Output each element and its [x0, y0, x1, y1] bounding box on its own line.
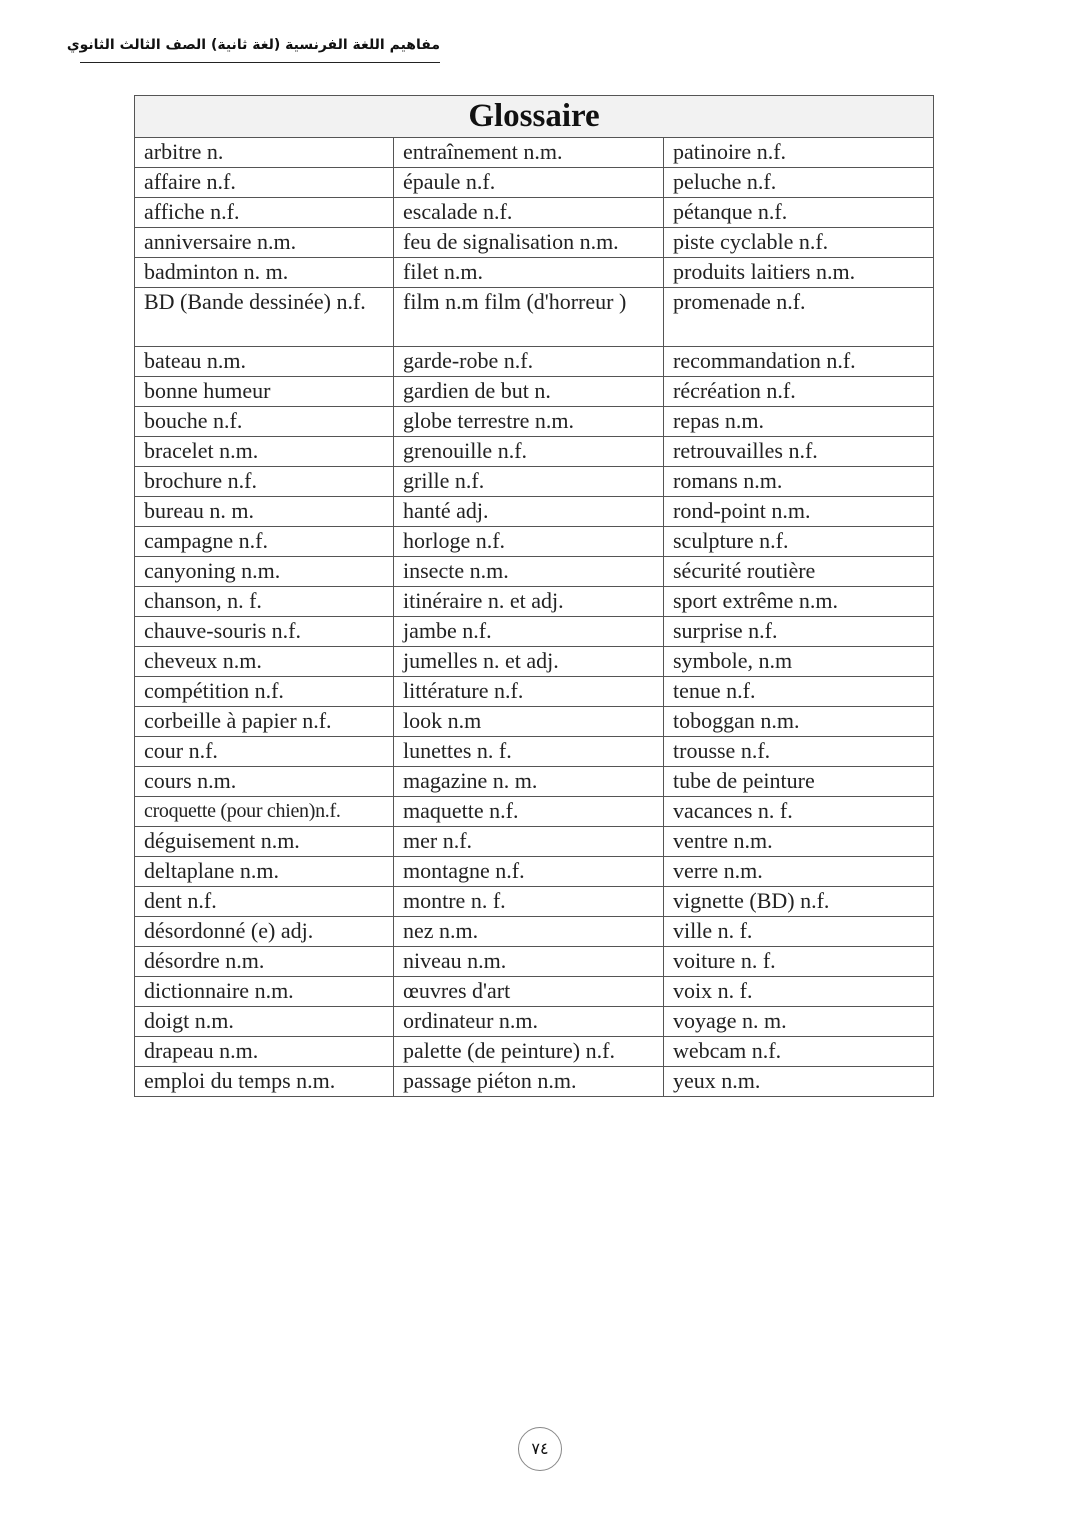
glossary-term: magazine n. m. — [394, 767, 664, 797]
glossary-row — [135, 527, 934, 557]
glossary-term: yeux n.m. — [664, 1067, 934, 1097]
glossary-term: trousse n.f. — [664, 737, 934, 767]
glossary-term: mer n.f. — [394, 827, 664, 857]
glossary-row — [135, 587, 934, 617]
glossary-term: anniversaire n.m. — [135, 228, 394, 258]
glossary-row — [135, 258, 934, 288]
glossary-term: chauve-souris n.f. — [135, 617, 394, 647]
glossary-term: nez n.m. — [394, 917, 664, 947]
glossary-table — [134, 95, 934, 1097]
glossary-term: deltaplane n.m. — [135, 857, 394, 887]
glossary-term: jumelles n. et adj. — [394, 647, 664, 677]
glossary-term: surprise n.f. — [664, 617, 934, 647]
glossary-term: sécurité routière — [664, 557, 934, 587]
glossary-row — [135, 497, 934, 527]
glossary-row — [135, 288, 934, 347]
glossary-term: ordinateur n.m. — [394, 1007, 664, 1037]
glossary-term: repas n.m. — [664, 407, 934, 437]
glossary-term: arbitre n. — [135, 138, 394, 168]
glossary-term: badminton n. m. — [135, 258, 394, 288]
glossary-term: grenouille n.f. — [394, 437, 664, 467]
page-header-title: مفاهيم اللغة الفرنسية (لغة ثانية) الصف الثالث الثانوي — [80, 30, 440, 63]
glossary-row — [135, 857, 934, 887]
glossary-term: vacances n. f. — [664, 797, 934, 827]
glossary-term: vignette (BD) n.f. — [664, 887, 934, 917]
glossary-term: brochure n.f. — [135, 467, 394, 497]
glossary-term: hanté adj. — [394, 497, 664, 527]
glossary-title-row — [135, 96, 934, 138]
glossary-term: corbeille à papier n.f. — [135, 707, 394, 737]
glossary-term: affiche n.f. — [135, 198, 394, 228]
glossary-term: bouche n.f. — [135, 407, 394, 437]
glossary-term: patinoire n.f. — [664, 138, 934, 168]
glossary-term: palette (de peinture) n.f. — [394, 1037, 664, 1067]
glossary-term: littérature n.f. — [394, 677, 664, 707]
glossary-term: désordre n.m. — [135, 947, 394, 977]
glossary-term: symbole, n.m — [664, 647, 934, 677]
glossary-term: piste cyclable n.f. — [664, 228, 934, 258]
glossary-term: recommandation n.f. — [664, 347, 934, 377]
glossary-row — [135, 557, 934, 587]
glossary-title: Glossaire — [135, 96, 934, 138]
glossary-row — [135, 797, 934, 827]
glossary-term: ville n. f. — [664, 917, 934, 947]
glossary-term: maquette n.f. — [394, 797, 664, 827]
glossary-row — [135, 917, 934, 947]
glossary-row — [135, 677, 934, 707]
glossary-row — [135, 1037, 934, 1067]
glossary-body — [135, 138, 934, 1097]
page-number: ٧٤ — [518, 1427, 562, 1471]
glossary-term: insecte n.m. — [394, 557, 664, 587]
glossary-row — [135, 347, 934, 377]
glossary-term: toboggan n.m. — [664, 707, 934, 737]
glossary-row — [135, 767, 934, 797]
glossary-row — [135, 467, 934, 497]
glossary-term: compétition n.f. — [135, 677, 394, 707]
glossary-term: produits laitiers n.m. — [664, 258, 934, 288]
glossary-term: désordonné (e) adj. — [135, 917, 394, 947]
glossary-term: campagne n.f. — [135, 527, 394, 557]
glossary-term: tube de peinture — [664, 767, 934, 797]
glossary-term: jambe n.f. — [394, 617, 664, 647]
glossary-term: itinéraire n. et adj. — [394, 587, 664, 617]
glossary-term: emploi du temps n.m. — [135, 1067, 394, 1097]
glossary-term: promenade n.f. — [664, 288, 934, 347]
glossary-term: œuvres d'art — [394, 977, 664, 1007]
glossary-term: webcam n.f. — [664, 1037, 934, 1067]
glossary-term: montagne n.f. — [394, 857, 664, 887]
glossary-term: rond-point n.m. — [664, 497, 934, 527]
glossary-term: tenue n.f. — [664, 677, 934, 707]
glossary-term: verre n.m. — [664, 857, 934, 887]
glossary-row — [135, 947, 934, 977]
glossary-row — [135, 198, 934, 228]
glossary-term: horloge n.f. — [394, 527, 664, 557]
glossary-term: voix n. f. — [664, 977, 934, 1007]
glossary-term: escalade n.f. — [394, 198, 664, 228]
glossary-term: peluche n.f. — [664, 168, 934, 198]
glossary-term: film n.m film (d'horreur ) — [394, 288, 664, 347]
glossary-row — [135, 1067, 934, 1097]
glossary-term: niveau n.m. — [394, 947, 664, 977]
glossary-row — [135, 647, 934, 677]
glossary-term: bateau n.m. — [135, 347, 394, 377]
glossary-term: bracelet n.m. — [135, 437, 394, 467]
glossary-row — [135, 138, 934, 168]
glossary-term: canyoning n.m. — [135, 557, 394, 587]
glossary-term: look n.m — [394, 707, 664, 737]
glossary-term: drapeau n.m. — [135, 1037, 394, 1067]
glossary-term: bonne humeur — [135, 377, 394, 407]
glossary-term: sculpture n.f. — [664, 527, 934, 557]
glossary-row — [135, 437, 934, 467]
glossary-term: cours n.m. — [135, 767, 394, 797]
glossary-term: dictionnaire n.m. — [135, 977, 394, 1007]
glossary-term: cheveux n.m. — [135, 647, 394, 677]
glossary-term: dent n.f. — [135, 887, 394, 917]
glossary-term: affaire n.f. — [135, 168, 394, 198]
glossary-term: voiture n. f. — [664, 947, 934, 977]
glossary-term: cour n.f. — [135, 737, 394, 767]
glossary-term: croquette (pour chien)n.f. — [135, 797, 394, 827]
glossary-term: pétanque n.f. — [664, 198, 934, 228]
glossary-term: ventre n.m. — [664, 827, 934, 857]
glossary-term: filet n.m. — [394, 258, 664, 288]
glossary-term: entraînement n.m. — [394, 138, 664, 168]
glossary-row — [135, 827, 934, 857]
glossary-term: récréation n.f. — [664, 377, 934, 407]
glossary-row — [135, 1007, 934, 1037]
glossary-term: garde-robe n.f. — [394, 347, 664, 377]
glossary-term: gardien de but n. — [394, 377, 664, 407]
glossary-row — [135, 228, 934, 258]
glossary-row — [135, 707, 934, 737]
glossary-term: romans n.m. — [664, 467, 934, 497]
glossary-term: feu de signalisation n.m. — [394, 228, 664, 258]
glossary-row — [135, 617, 934, 647]
glossary-term: bureau n. m. — [135, 497, 394, 527]
glossary-term: épaule n.f. — [394, 168, 664, 198]
glossary-term: lunettes n. f. — [394, 737, 664, 767]
glossary-row — [135, 377, 934, 407]
glossary-row — [135, 168, 934, 198]
glossary-term: doigt n.m. — [135, 1007, 394, 1037]
glossary-row — [135, 737, 934, 767]
glossary-term: voyage n. m. — [664, 1007, 934, 1037]
glossary-row — [135, 887, 934, 917]
glossary-term: montre n. f. — [394, 887, 664, 917]
glossary-term: globe terrestre n.m. — [394, 407, 664, 437]
glossary-term: passage piéton n.m. — [394, 1067, 664, 1097]
glossary-term: sport extrême n.m. — [664, 587, 934, 617]
glossary-term: déguisement n.m. — [135, 827, 394, 857]
glossary-row — [135, 407, 934, 437]
glossary-term: grille n.f. — [394, 467, 664, 497]
glossary-term: retrouvailles n.f. — [664, 437, 934, 467]
glossary-term: chanson, n. f. — [135, 587, 394, 617]
glossary-row — [135, 977, 934, 1007]
glossary-term: BD (Bande dessinée) n.f. — [135, 288, 394, 347]
